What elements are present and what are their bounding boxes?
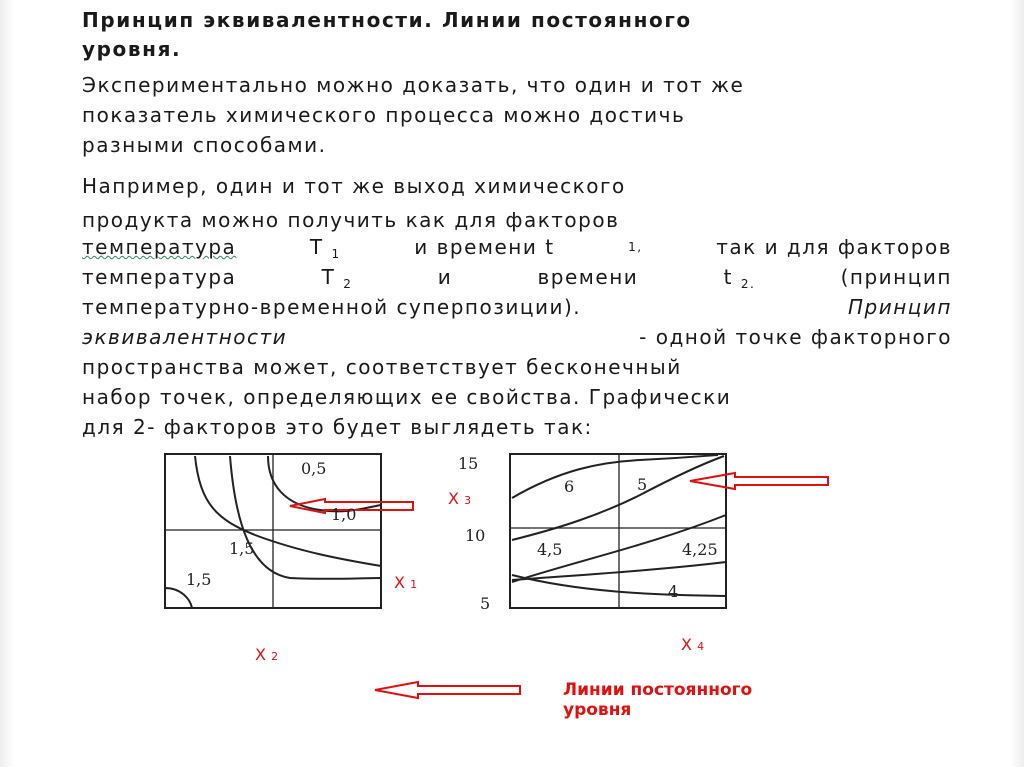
time2-symbol: t	[723, 265, 733, 289]
and-time-text: и времени t	[414, 235, 555, 259]
y-tick-5: 5	[480, 594, 491, 613]
paragraph-2-line-2-text: продукта можно получить как для факторов	[82, 208, 620, 232]
heading-line-2: уровня.	[82, 37, 182, 61]
factor-x1: X 1	[394, 573, 418, 592]
paragraph-1-line-3: разными способами.	[82, 133, 327, 157]
paragraph-1-line-2: показатель химического процесса можно достичь	[82, 103, 686, 127]
right-label-5: 5	[637, 475, 648, 494]
equivalence-term: эквивалентности	[82, 325, 288, 349]
t1-symbol: T	[309, 235, 324, 259]
caption-line-2: уровня	[563, 700, 632, 720]
principle-open: (принцип	[840, 265, 952, 289]
y-tick-15: 15	[458, 454, 479, 473]
time1-subscript: 1,	[628, 240, 643, 254]
left-label-1-5-lower: 1,5	[186, 570, 212, 589]
line-3-tail: так и для факторов	[716, 235, 952, 259]
right-chart	[510, 454, 726, 608]
y-tick-10: 10	[465, 526, 486, 545]
constant-level-caption	[563, 680, 863, 720]
heading-line-1: Принцип эквивалентности. Линии постоянного	[82, 8, 692, 32]
right-label-4: 4	[668, 582, 679, 601]
factor-x2: X 2	[255, 645, 279, 664]
right-label-4-25: 4,25	[682, 540, 718, 559]
factor-x4: X 4	[681, 635, 705, 654]
temperature-word: температура	[82, 235, 237, 259]
principle-term: Принцип	[848, 295, 952, 319]
caption-line-1: Линии постоянного	[563, 680, 753, 700]
definition-text: - одной точке факторного	[639, 325, 952, 349]
factor-x3: X 3	[448, 489, 472, 508]
right-label-6: 6	[564, 477, 575, 496]
t2-subscript: 2	[343, 277, 353, 291]
left-label-1-0: 1,0	[331, 505, 357, 524]
right-curve-top	[512, 455, 718, 498]
and-word: и	[437, 265, 453, 289]
paragraph-1-line-1: Экспериментально можно доказать, что один и тот же	[82, 73, 745, 97]
paragraph-2-line-1-text: Например, один и тот же выход химического	[82, 174, 626, 198]
t1-subscript: 1	[331, 247, 341, 261]
arrow-caption	[375, 682, 520, 698]
arrow-right-chart	[690, 473, 828, 489]
time-word: времени	[537, 265, 639, 289]
superposition-text: температурно-временной суперпозиции).	[82, 295, 582, 319]
t2-symbol: T	[321, 265, 336, 289]
paragraph-2-line-8-text: набор точек, определяющих ее свойства. Графически	[82, 385, 732, 409]
time2-subscript: 2.	[740, 277, 756, 291]
left-label-1-5-upper: 1,5	[229, 539, 255, 558]
paragraph-2-line-7-text: пространства может, соответствует бесконечный	[82, 355, 682, 379]
temperature-word-2: температура	[82, 265, 237, 289]
paragraph-2-line-9-text: для 2- факторов это будет выглядеть так:	[82, 415, 593, 439]
left-label-0-5: 0,5	[301, 459, 327, 478]
right-label-4-5: 4,5	[537, 540, 563, 559]
left-curve-corner	[165, 588, 192, 608]
